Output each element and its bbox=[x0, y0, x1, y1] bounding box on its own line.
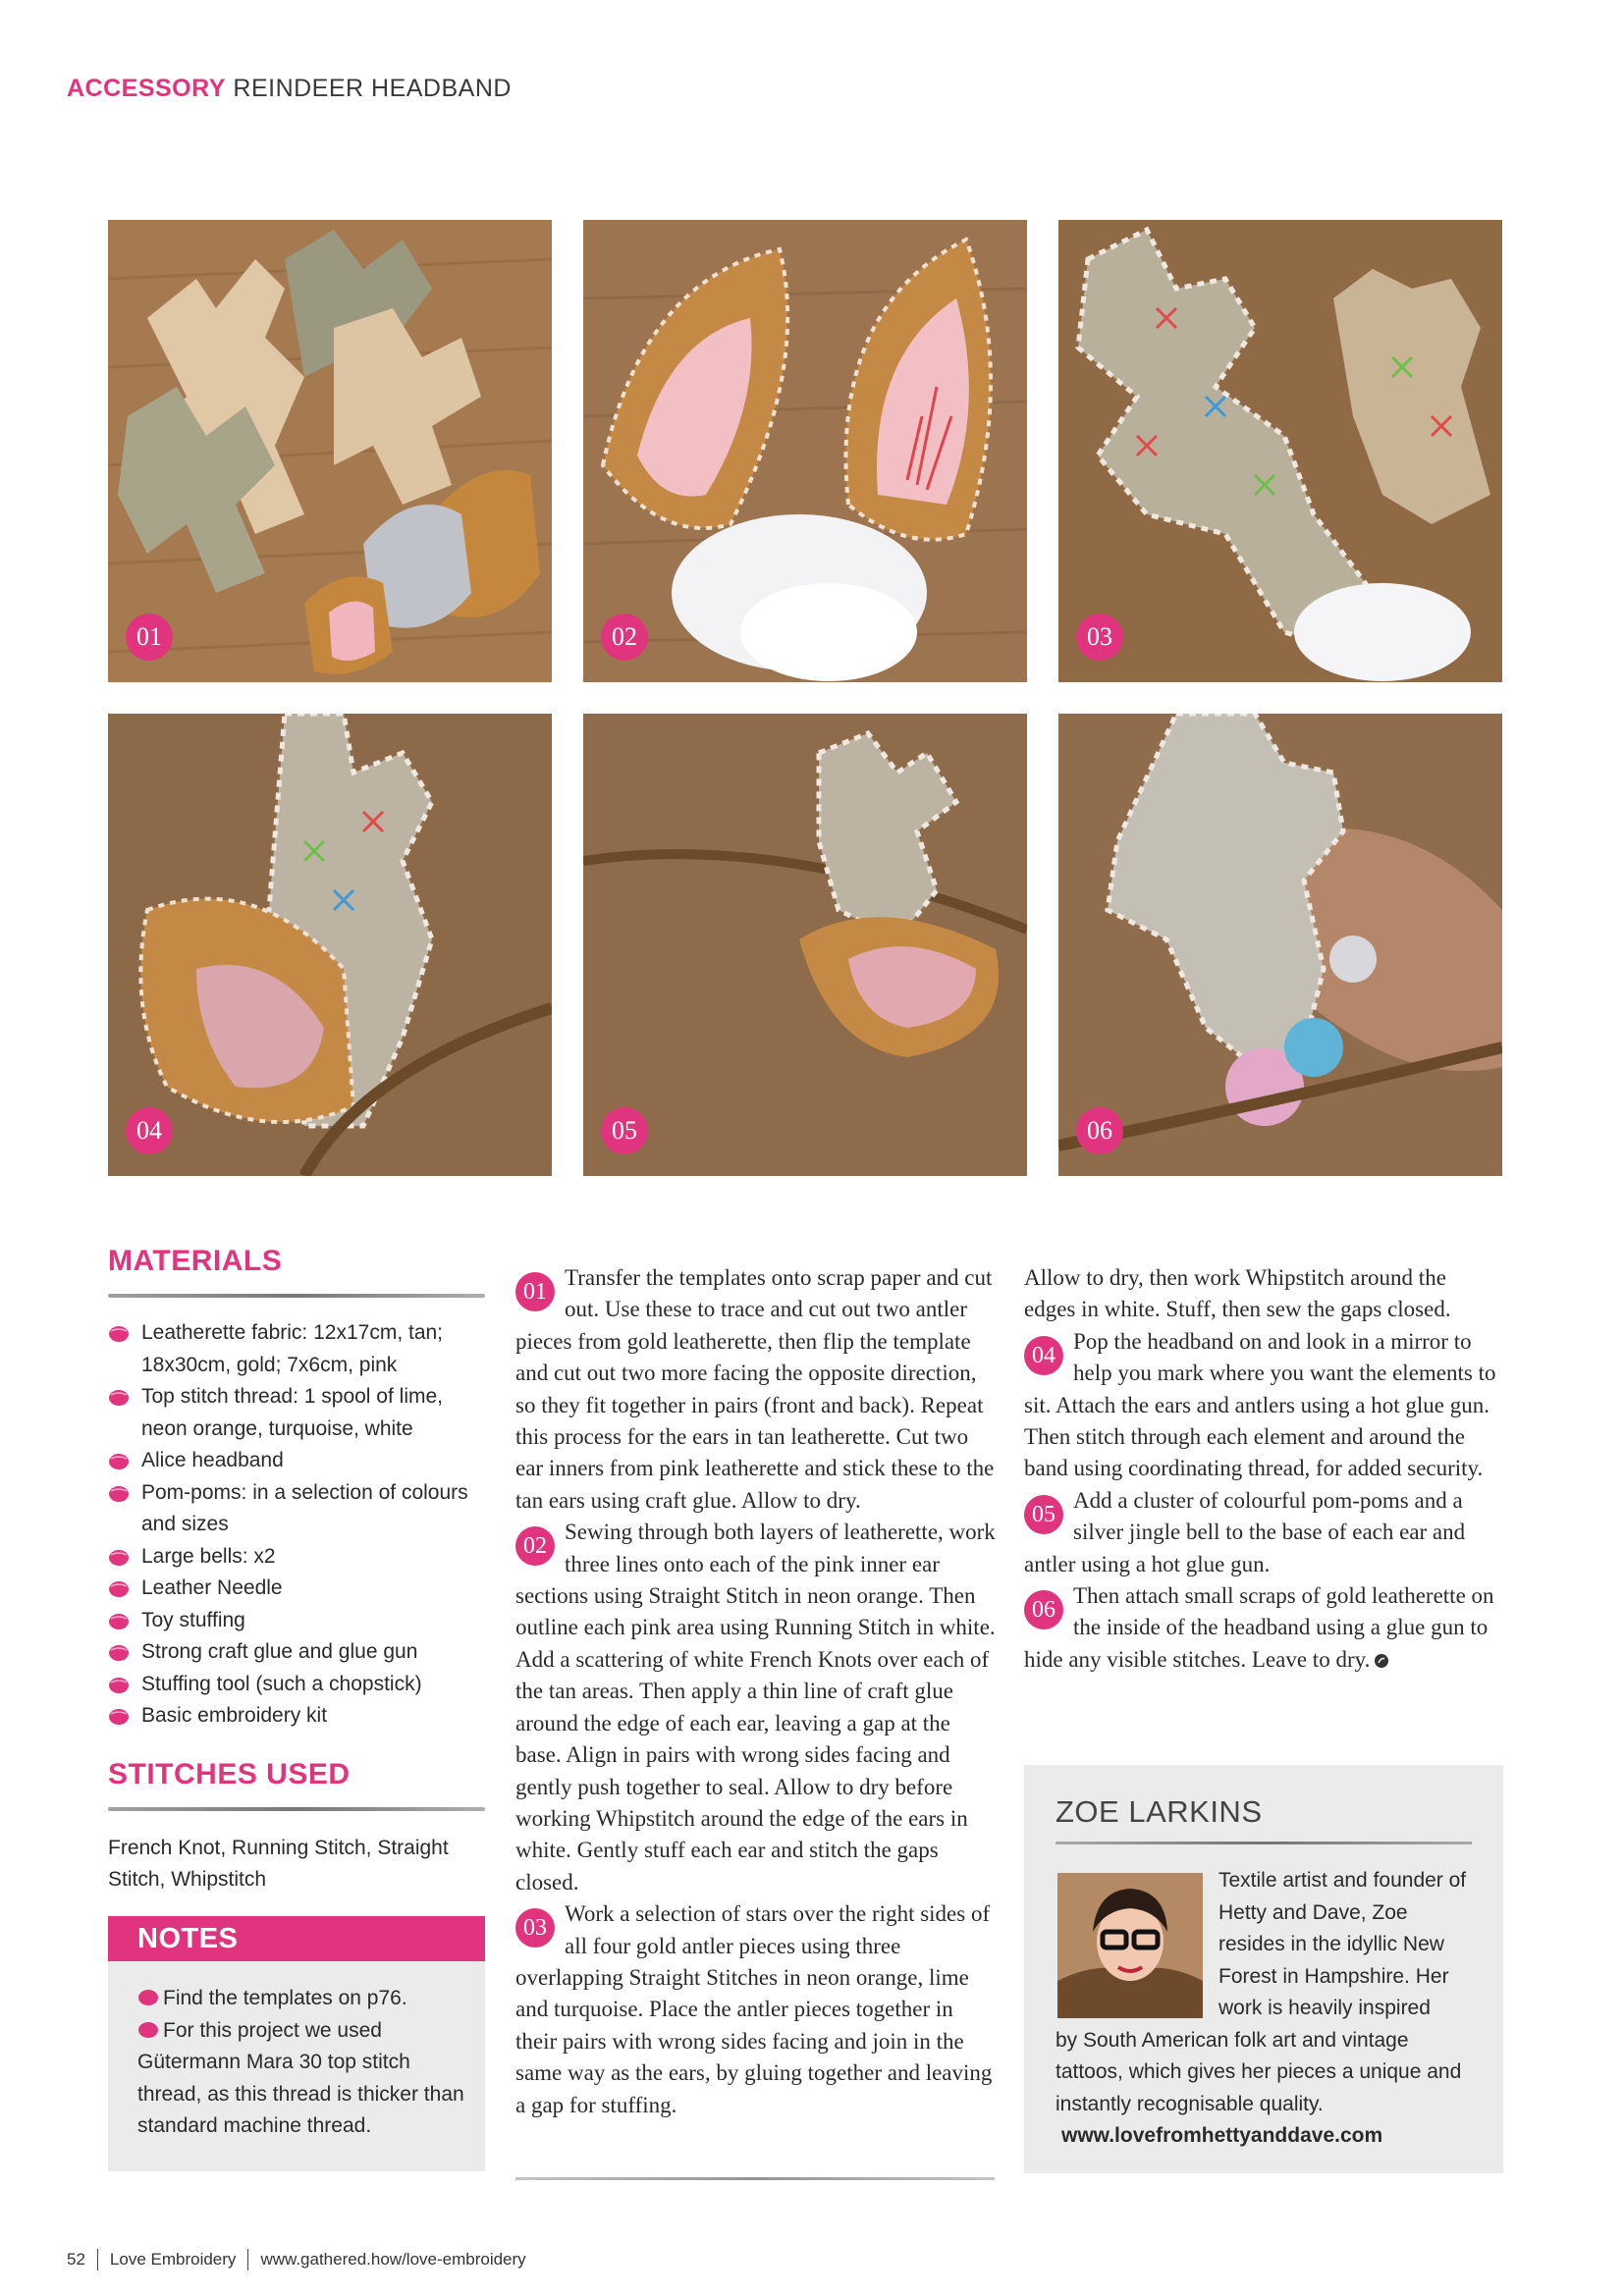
step-paragraph: 05 Add a cluster of colourful pom-poms and a silver jingle bell to the base of each ear and antler using a hot glue gun. bbox=[1024, 1487, 1466, 1576]
step-photo-04 bbox=[108, 714, 552, 1176]
step-number: 03 bbox=[515, 1908, 555, 1948]
step-badge: 04 bbox=[126, 1107, 173, 1154]
thread-bullet-icon bbox=[108, 1580, 130, 1598]
photo-stitched-ears bbox=[583, 220, 1027, 682]
stitches-heading: STITCHES USED bbox=[108, 1757, 351, 1790]
list-item: Leatherette fabric: 12x17cm, tan; 18x30cm, gold; 7x6cm, pink bbox=[108, 1317, 485, 1381]
stitches-list: French Knot, Running Stitch, Straight Stitch, Whipstitch bbox=[108, 1836, 449, 1891]
notes-box bbox=[108, 1916, 485, 2171]
note-item: For this project we used Gütermann Mara 30 top stitch thread, as this thread is thicker than standard machine thread. bbox=[137, 2018, 464, 2137]
thread-bullet-icon bbox=[137, 1989, 159, 2006]
page-header bbox=[67, 75, 512, 103]
divider bbox=[108, 1807, 485, 1811]
thread-bullet-icon bbox=[108, 1677, 130, 1694]
list-item: Pom-poms: in a selection of colours and sizes bbox=[108, 1477, 485, 1541]
step-badge: 06 bbox=[1076, 1107, 1123, 1154]
step-number: 02 bbox=[515, 1526, 555, 1566]
step-badge: 03 bbox=[1076, 614, 1123, 661]
step-paragraph: 04 Pop the headband on and look in a mirror to help you mark where you want the elements to sit. Attach the ears and antlers using a hot glue gun. Then stitch through each element and around the band using coordinating thread, for added security. bbox=[1024, 1328, 1496, 1481]
thread-bullet-icon bbox=[108, 1485, 130, 1503]
step-badge: 05 bbox=[601, 1107, 648, 1154]
step-paragraph: 03 Work a selection of stars over the right sides of all four gold antler pieces using three overlapping Straight Stitches in neon orange, lime and turquoise. Place the antler pieces together in their pairs with wrong sides facing and join in the same way as the ears, by gluing together and leaving a gap for stuffing. bbox=[515, 1901, 993, 2117]
step-badge: 01 bbox=[126, 614, 173, 661]
divider bbox=[515, 2177, 995, 2180]
list-item: Leather Needle bbox=[108, 1573, 485, 1605]
step-photo-01 bbox=[108, 220, 552, 682]
step-number: 06 bbox=[1024, 1590, 1063, 1629]
divider bbox=[97, 2249, 98, 2270]
list-item: Top stitch thread: 1 spool of lime, neon orange, turquoise, white bbox=[108, 1381, 485, 1445]
photo-pom-poms-bell bbox=[1058, 714, 1502, 1176]
thread-bullet-icon bbox=[108, 1613, 130, 1630]
page-footer bbox=[67, 2249, 526, 2270]
photo-headband-side bbox=[583, 714, 1027, 1176]
thread-bullet-icon bbox=[108, 1325, 130, 1343]
end-mark-icon bbox=[1374, 1653, 1389, 1669]
designer-website-link[interactable]: www.lovefromhettyanddave.com bbox=[1061, 2124, 1383, 2147]
footer-url[interactable]: www.gathered.how/love-embroidery bbox=[260, 2250, 526, 2269]
notes-body bbox=[108, 1961, 485, 2143]
list-item: Strong craft glue and glue gun bbox=[108, 1636, 485, 1669]
note-item: Find the templates on p76. bbox=[137, 1983, 465, 2015]
step-badge: 02 bbox=[601, 614, 648, 661]
step-photo-02 bbox=[583, 220, 1027, 682]
step-number: 04 bbox=[1024, 1336, 1063, 1375]
thread-bullet-icon bbox=[137, 2021, 159, 2039]
page-number: 52 bbox=[67, 2250, 85, 2269]
divider bbox=[247, 2249, 248, 2270]
list-item: Large bells: x2 bbox=[108, 1541, 485, 1574]
photo-starred-antlers bbox=[1058, 220, 1502, 682]
list-item: Alice headband bbox=[108, 1445, 485, 1477]
step-photo-03 bbox=[1058, 220, 1502, 682]
photo-antler-templates bbox=[108, 220, 552, 682]
section-category: ACCESSORY bbox=[67, 75, 226, 102]
thread-bullet-icon bbox=[108, 1708, 130, 1726]
designer-bio-text: Textile artist and founder of Hetty and Dave, Zoe resides in the idyllic New Forest in Hampshire. Her work is heavily inspired by South American folk art and vintage tattoos, which gives her pieces a unique and instantly recognisable quality. www.lovefromhettyanddave.com bbox=[1056, 1865, 1478, 2153]
step-number: 01 bbox=[515, 1272, 555, 1311]
magazine-name: Love Embroidery bbox=[109, 2250, 237, 2269]
step-paragraph: Allow to dry, then work Whipstitch around the edges in white. Stuff, then sew the gaps closed. bbox=[1024, 1265, 1451, 1322]
step-paragraph: 01 Transfer the templates onto scrap paper and cut out. Use these to trace and cut out two antler pieces from gold leatherette, then flip the template and cut out two more facing the opposite direction, so they fit together in pairs (front and back). Repeat this process for the ears in tan leatherette. Cut two ear inners from pink leatherette and stick these to the tan ears using craft glue. Allow to dry. bbox=[515, 1265, 995, 1513]
article-title: REINDEER HEADBAND bbox=[233, 75, 512, 102]
step-number: 05 bbox=[1024, 1495, 1063, 1534]
sidebar-column bbox=[108, 1245, 485, 1896]
thread-bullet-icon bbox=[108, 1549, 130, 1567]
step-photo-06 bbox=[1058, 714, 1502, 1176]
step-paragraph: 06 Then attach small scraps of gold leatherette on the inside of the headband using a glue gun to hide any visible stitches. Leave to dry. bbox=[1024, 1583, 1494, 1672]
divider bbox=[1056, 1842, 1472, 1844]
step-photo-05 bbox=[583, 714, 1027, 1176]
list-item: Basic embroidery kit bbox=[108, 1700, 485, 1733]
instructions-column-1 bbox=[515, 1262, 997, 2121]
materials-list bbox=[108, 1317, 485, 1733]
materials-heading: MATERIALS bbox=[108, 1245, 283, 1277]
thread-bullet-icon bbox=[108, 1453, 130, 1470]
photo-headband-assembled bbox=[108, 714, 552, 1176]
thread-bullet-icon bbox=[108, 1389, 130, 1407]
notes-heading: NOTES bbox=[108, 1916, 485, 1961]
designer-name: ZOE LARKINS bbox=[1056, 1794, 1263, 1829]
step-paragraph: 02 Sewing through both layers of leatherette, work three lines onto each of the pink inner ear sections using Straight Stitch in neon orange. Then outline each pink area using Running Stitch in white. Add a scattering of white French Knots over each of the tan areas. Then apply a thin line of craft glue around the edge of each ear, leaving a gap at the base. Align in pairs with wrong sides facing and gently push together to seal. Allow to dry before working Whipstitch around the edge of the ears in white. Gently stuff each ear and stitch the gaps closed. bbox=[515, 1520, 996, 1895]
designer-bio-box bbox=[1024, 1765, 1503, 2173]
list-item: Toy stuffing bbox=[108, 1605, 485, 1637]
thread-bullet-icon bbox=[108, 1644, 130, 1662]
instructions-column-2 bbox=[1024, 1262, 1501, 1676]
divider bbox=[108, 1294, 485, 1298]
list-item: Stuffing tool (such a chopstick) bbox=[108, 1669, 485, 1701]
